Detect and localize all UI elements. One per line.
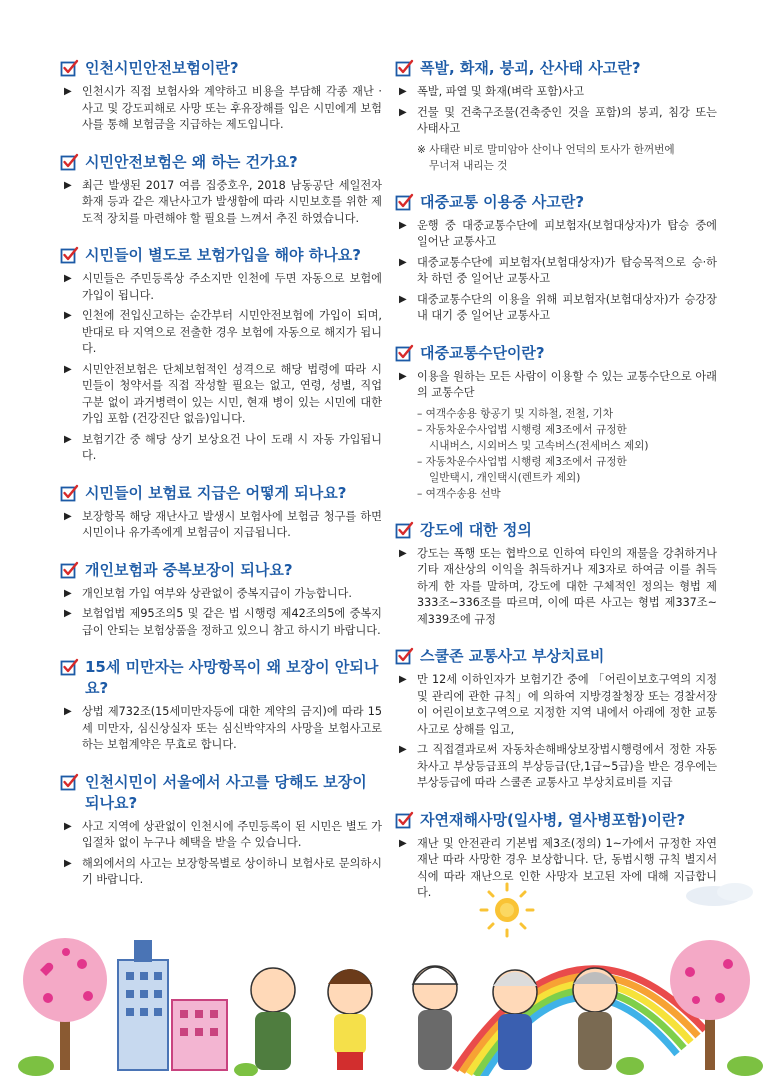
bullet-item: ▶ 그 직접결과로써 자동차손해배상보장법시행령에서 정한 자동차사고 부상등급표의 부상등급(단,1급~5급)을 받은 경우에는 부상등급에 따라 스쿨존 교통사고 부상치료비를 지급 — [395, 742, 717, 792]
person-1 — [251, 968, 295, 1070]
section-title: 인천시민이 서울에서 사고를 당해도 보장이 되나요? — [85, 772, 367, 812]
bullet-item: ▶ 이용을 원하는 모든 사람이 이용할 수 있는 교통수단으로 아래의 교통수단 — [395, 369, 717, 402]
section-title: 15세 미만자는 사망항목이 왜 보장이 안되나요? — [85, 658, 379, 697]
checkbox-check-icon — [395, 521, 414, 540]
heart-tree-left — [23, 938, 107, 1070]
footnote-line: ※ 사태란 비로 말미암아 산이나 언덕의 토사가 한꺼번에 — [417, 143, 675, 156]
bullet-item: ▶ 강도는 폭행 또는 협박으로 인하여 타인의 재물을 강취하거나 기타 재산상의 이익을 취득하거나 제3자로 하여금 이를 취득하게 한 자를 말하며, 강도에 대한 구체적인 정의는 형법 제333조~336조를 따르며, 이에 따른 사고는 형법 제337조~제339조에 규정 — [395, 546, 717, 629]
section-heading — [395, 646, 717, 667]
sub-item-line: – 여객수송용 선박 — [417, 487, 501, 500]
bullet-list — [395, 546, 717, 629]
footnote-line: 무너져 내리는 것 — [429, 159, 508, 172]
bullet-list — [60, 509, 382, 542]
section-title: 시민안전보험은 왜 하는 건가요? — [85, 152, 298, 171]
section-heading — [60, 483, 382, 504]
section-heading — [60, 245, 382, 266]
bullet-item: ▶ 폭발, 파열 및 화재(벼락 포함)사고 — [395, 84, 717, 101]
bullet-item: ▶ 최근 발생된 2017 여름 집중호우, 2018 남동공단 세일전자 화재 등과 같은 재난사고가 발생함에 따라 시민보호를 위한 제도적 장치를 마련해야 할 필요를 느껴서 추진 하였습니다. — [60, 178, 382, 228]
faq-section — [60, 152, 382, 228]
checkbox-check-icon — [60, 773, 79, 792]
faq-section — [60, 58, 382, 134]
bullet-list — [60, 586, 382, 640]
checkbox-check-icon — [395, 344, 414, 363]
sub-item-line: 시내버스, 시외버스 및 고속버스(전세버스 제외) — [429, 439, 649, 452]
checkbox-check-icon — [60, 658, 79, 677]
bullet-item: ▶ 만 12세 이하인자가 보험기간 중에 「어린이보호구역의 지정및 관리에 관한 규칙」에 의하여 지방경찰청장 또는 경찰서장이 어린이보호구역으로 지정한 지역 내에서 아래에 정한 교통사고로 상해를 입고, — [395, 672, 717, 738]
section-title: 대중교통수단이란? — [420, 343, 545, 362]
section-heading — [60, 560, 382, 581]
person-2 — [328, 969, 372, 1070]
bullet-item: ▶ 시민안전보험은 단체보험적인 성격으로 해당 법령에 따라 시민들이 청약서를 직접 작성할 필요는 없고, 연령, 성별, 직업 구분 없이 과거병력이 있는 시민, 현재 병이 있는 시민에 대한 가입 포함 (건강진단 없음)입니다. — [60, 362, 382, 428]
sub-item-line: – 자동차운수사업법 시행령 제3조에서 규정한 — [417, 455, 627, 468]
bullet-list — [395, 218, 717, 325]
bullet-item: ▶ 대중교통수단의 이용을 위해 피보험자(보험대상자)가 승강장내 대기 중 일어난 교통사고 — [395, 292, 717, 325]
bullet-list — [395, 84, 717, 138]
person-4 — [493, 970, 537, 1070]
bullet-item: ▶ 건물 및 건축구조물(건축중인 것을 포함)의 붕괴, 침강 또는 사태사고 — [395, 105, 717, 138]
section-title: 시민들이 별도로 보험가입을 해야 하나요? — [85, 246, 361, 264]
person-5 — [573, 968, 617, 1070]
section-title: 자연재해사망(일사병, 열사병포함)이란? — [420, 810, 686, 829]
bullet-list — [60, 271, 382, 465]
checkbox-check-icon — [395, 647, 414, 666]
bullet-item: ▶ 인천시가 직접 보험사와 계약하고 비용을 부담해 각종 재난 · 사고 및 강도피해로 사망 또는 후유장해를 입은 시민에게 보험사를 통해 보험금을 지급하는 제도입니다. — [60, 84, 382, 134]
bullet-item: ▶ 시민들은 주민등록상 주소지만 인천에 두면 자동으로 보험에 가입이 됩니다. — [60, 271, 382, 304]
heart-tree-right — [670, 940, 750, 1070]
section-title: 스쿨존 교통사고 부상치료비 — [420, 647, 605, 665]
bullet-list — [60, 704, 382, 754]
bullet-list — [60, 819, 382, 889]
checkbox-check-icon — [395, 811, 414, 830]
clouds — [686, 883, 753, 906]
section-title: 폭발, 화재, 붕괴, 산사태 사고란? — [420, 59, 641, 77]
section-heading — [60, 772, 382, 814]
faq-section — [395, 192, 717, 325]
bullet-item: ▶ 보험기간 중 해당 상기 보상요건 나이 도래 시 자동 가입됩니다. — [60, 432, 382, 465]
bullet-item: ▶ 재난 및 안전관리 기본법 제3조(정의) 1~가에서 규정한 자연재난 따라 사망한 경우 보상합니다. 단, 동법시행 규칙 별지서식에 따라 재난으로 인한 사망자 보고된 자에 대해 지급합니다. — [395, 836, 717, 902]
bullet-item: ▶ 해외에서의 사고는 보장항목별로 상이하니 보험사로 문의하시기 바랍니다. — [60, 856, 382, 889]
checkbox-check-icon — [395, 193, 414, 212]
section-heading — [395, 192, 717, 213]
bullet-list — [395, 369, 717, 402]
checkbox-check-icon — [60, 484, 79, 503]
bullet-item: ▶ 보험업법 제95조의5 및 같은 법 시행령 제42조의5에 중복지급이 안되는 보험상품을 정하고 있으니 참고 하시기 바랍니다. — [60, 606, 382, 639]
sub-list — [395, 406, 717, 502]
section-title: 시민들이 보험료 지급은 어떻게 되나요? — [85, 483, 347, 502]
checkbox-check-icon — [395, 59, 414, 78]
faq-section — [395, 343, 717, 502]
faq-section — [60, 483, 382, 542]
faq-section — [60, 772, 382, 889]
right-column — [395, 58, 717, 920]
section-heading — [395, 520, 717, 541]
faq-section — [395, 520, 717, 629]
faq-section — [395, 646, 717, 792]
section-title: 강도에 대한 정의 — [420, 520, 532, 539]
checkbox-check-icon — [60, 561, 79, 580]
checkbox-check-icon — [60, 246, 79, 265]
bullet-item: ▶ 대중교통수단에 피보험자(보험대상자)가 탑승목적으로 승·하차 하던 중 일어난 교통사고 — [395, 255, 717, 288]
faq-section — [60, 657, 382, 754]
section-heading — [395, 58, 717, 79]
bullet-list — [60, 84, 382, 134]
left-column — [60, 58, 382, 907]
section-heading — [60, 58, 382, 79]
section-title: 인천시민안전보험이란? — [85, 59, 239, 77]
bullet-item: ▶ 사고 지역에 상관없이 인천시에 주민등록이 된 시민은 별도 가입절차 없이 누구나 혜택을 받을 수 있습니다. — [60, 819, 382, 852]
section-heading — [395, 343, 717, 364]
checkbox-check-icon — [60, 59, 79, 78]
buildings — [118, 940, 227, 1070]
bullet-item: ▶ 상법 제732조(15세미만자등에 대한 계약의 금지)에 따라 15세 미만자, 심신상실자 또는 심신박약자의 사망을 보험사고로 하는 보험계약은 무효로 합니다. — [60, 704, 382, 754]
person-3 — [413, 966, 457, 1070]
section-title: 개인보험과 중복보장이 되나요? — [85, 560, 293, 579]
bullet-item: ▶ 운행 중 대중교통수단에 피보험자(보험대상자)가 탑승 중에 일어난 교통사고 — [395, 218, 717, 251]
sub-item-line: 일반택시, 개인택시(렌트카 제외) — [429, 471, 581, 484]
sub-item-line: – 자동차운수사업법 시행령 제3조에서 규정한 — [417, 423, 627, 436]
faq-section — [60, 560, 382, 640]
section-heading — [60, 152, 382, 173]
footnote — [395, 142, 717, 174]
sun-icon — [481, 884, 533, 936]
bullet-item: ▶ 인천에 전입신고하는 순간부터 시민안전보험에 가입이 되며, 반대로 타 지역으로 전출한 경우 보험에 자동으로 해지가 됩니다. — [60, 308, 382, 358]
section-title: 대중교통 이용중 사고란? — [420, 192, 585, 211]
bullet-list — [60, 178, 382, 228]
bullet-item: ▶ 보장항목 해당 재난사고 발생시 보험사에 보험금 청구를 하면 시민이나 유가족에게 보험금이 지급됩니다. — [60, 509, 382, 542]
bottom-illustration — [0, 880, 772, 1076]
bullet-list — [395, 672, 717, 792]
bullet-item: ▶ 개인보험 가입 여부와 상관없이 중복지급이 가능합니다. — [60, 586, 382, 603]
section-heading — [395, 810, 717, 831]
faq-section — [395, 58, 717, 174]
section-heading — [60, 657, 382, 699]
sub-item-line: – 여객수송용 항공기 및 지하철, 전철, 기차 — [417, 407, 613, 420]
faq-section — [60, 245, 382, 465]
checkbox-check-icon — [60, 153, 79, 172]
